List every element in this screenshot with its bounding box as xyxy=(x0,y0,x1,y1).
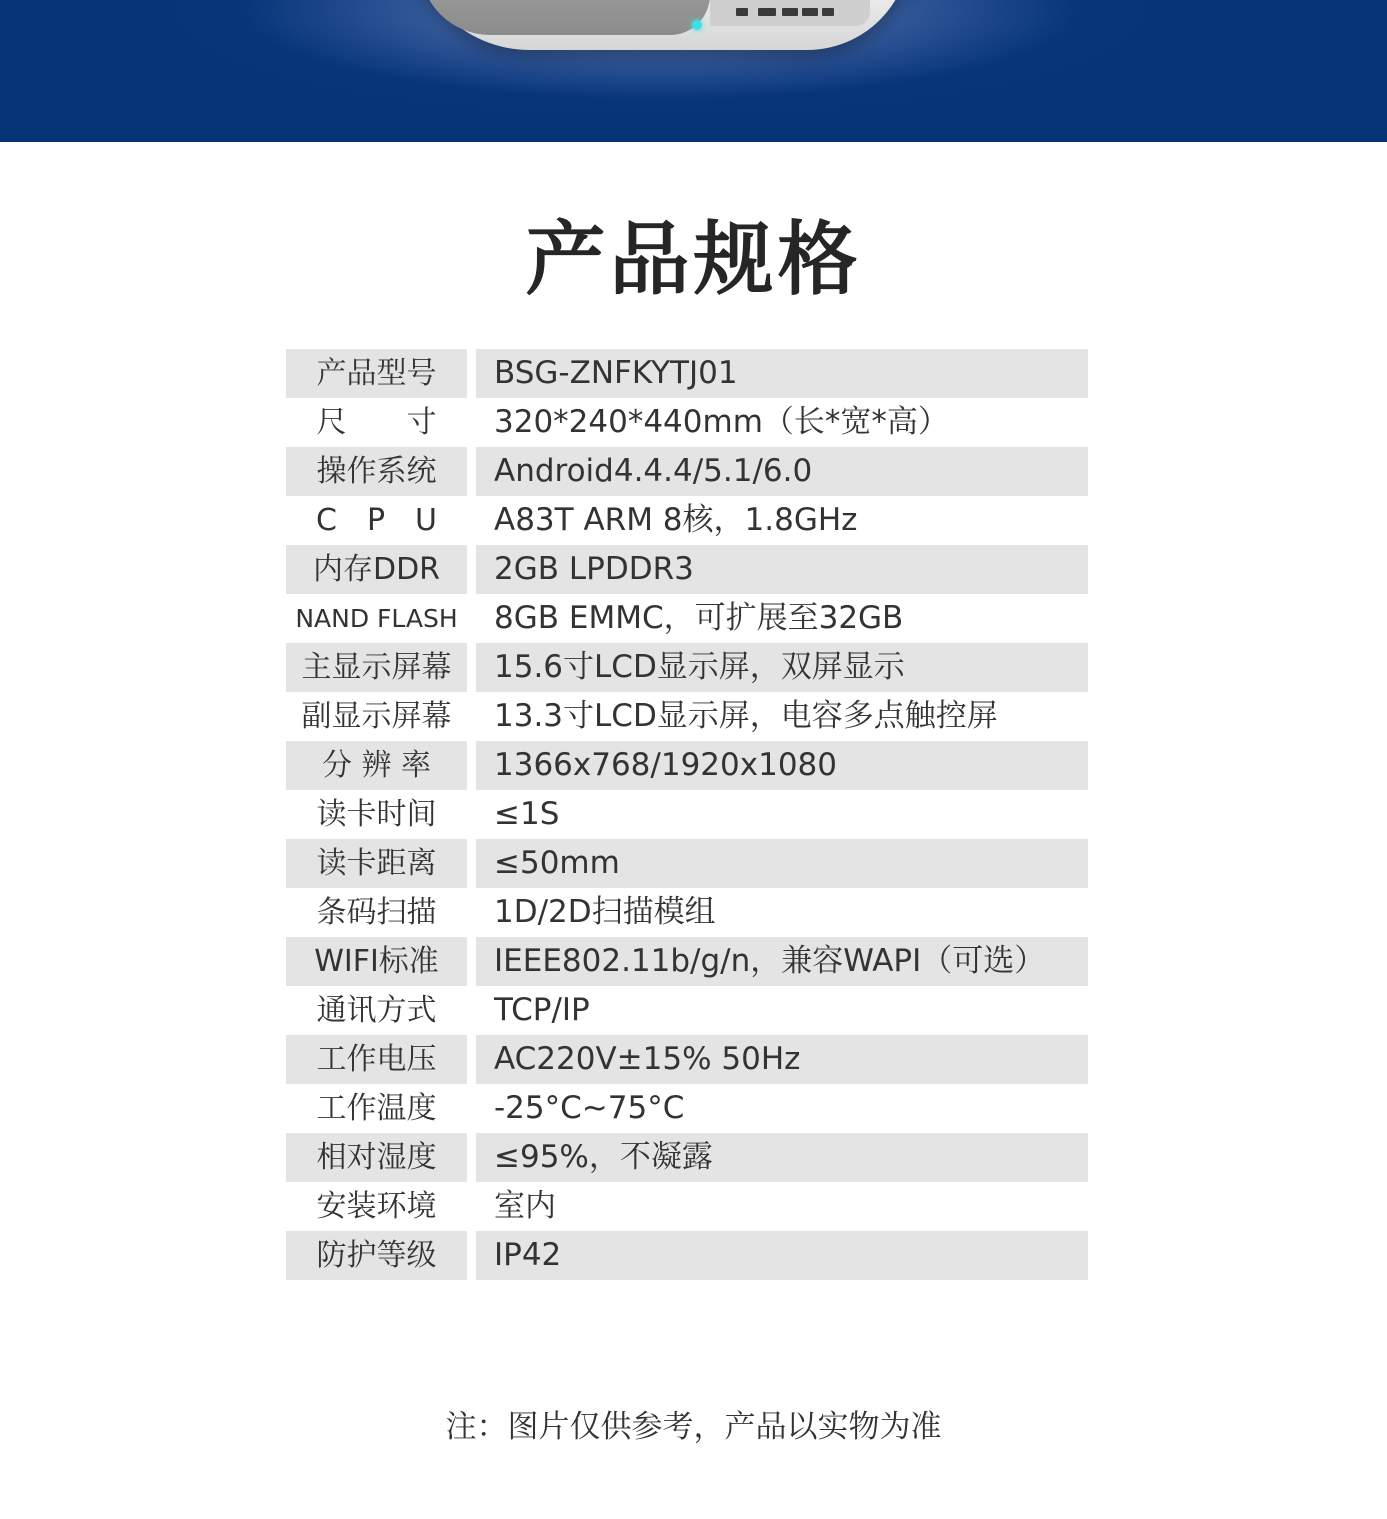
spec-value: ≤1S xyxy=(494,796,560,832)
spec-row xyxy=(286,594,1088,643)
spec-label: 内存DDR xyxy=(286,545,467,594)
product-device-image xyxy=(410,0,910,54)
spec-value: 15.6寸LCD显示屏，双屏显示 xyxy=(476,643,1088,692)
spec-value: 2GB LPDDR3 xyxy=(476,545,1088,594)
spec-table xyxy=(286,349,1088,1280)
device-port xyxy=(782,8,798,16)
spec-value: TCP/IP xyxy=(494,992,590,1028)
device-port xyxy=(802,8,818,16)
spec-label: 产品型号 xyxy=(286,349,467,398)
spec-label: C P U xyxy=(316,503,437,538)
page-title: 产品规格 xyxy=(525,213,862,306)
spec-label: 工作电压 xyxy=(286,1035,467,1084)
spec-label: 条码扫描 xyxy=(316,895,437,930)
spec-value: 1D/2D扫描模组 xyxy=(494,894,716,930)
device-port xyxy=(736,8,748,16)
spec-value: 1366x768/1920x1080 xyxy=(476,741,1088,790)
spec-label: 防护等级 xyxy=(286,1231,467,1280)
spec-label: 主显示屏幕 xyxy=(286,643,467,692)
spec-row xyxy=(286,1035,1088,1084)
spec-value: ≤95%，不凝露 xyxy=(476,1133,1088,1182)
spec-row xyxy=(286,398,1088,447)
spec-label: NAND FLASH xyxy=(295,604,458,633)
spec-value: ≤50mm xyxy=(476,839,1088,888)
spec-row xyxy=(286,1182,1088,1231)
spec-row xyxy=(286,447,1088,496)
spec-value: 13.3寸LCD显示屏，电容多点触控屏 xyxy=(494,698,998,734)
spec-label: 副显示屏幕 xyxy=(301,699,452,734)
spec-row xyxy=(286,545,1088,594)
spec-label: 安装环境 xyxy=(316,1189,437,1224)
spec-label: 相对湿度 xyxy=(286,1133,467,1182)
spec-label: 分 辨 率 xyxy=(286,741,467,790)
spec-label: 操作系统 xyxy=(286,447,467,496)
spec-value: A83T ARM 8核，1.8GHz xyxy=(494,502,858,538)
spec-row xyxy=(286,839,1088,888)
device-status-led xyxy=(692,20,702,30)
hero-banner xyxy=(0,0,1387,142)
spec-label: 读卡距离 xyxy=(286,839,467,888)
spec-label: 尺 寸 xyxy=(316,405,437,440)
spec-value: AC220V±15% 50Hz xyxy=(476,1035,1088,1084)
spec-row xyxy=(286,349,1088,398)
spec-value: IEEE802.11b/g/n，兼容WAPI（可选） xyxy=(476,937,1088,986)
device-port xyxy=(822,8,834,16)
spec-label: 读卡时间 xyxy=(316,797,437,832)
spec-value: Android4.4.4/5.1/6.0 xyxy=(476,447,1088,496)
spec-row xyxy=(286,986,1088,1035)
spec-row xyxy=(286,1231,1088,1280)
spec-value: 室内 xyxy=(494,1188,556,1224)
spec-row xyxy=(286,692,1088,741)
spec-row xyxy=(286,1084,1088,1133)
spec-row xyxy=(286,496,1088,545)
spec-row xyxy=(286,1133,1088,1182)
device-tray xyxy=(420,0,710,35)
spec-label: 工作温度 xyxy=(316,1091,437,1126)
spec-value: 320*240*440mm（长*宽*高） xyxy=(494,404,949,440)
device-port xyxy=(758,8,776,16)
disclaimer-note: 注：图片仅供参考，产品以实物为准 xyxy=(445,1409,942,1445)
spec-value: -25°C~75°C xyxy=(494,1090,685,1126)
spec-label: 通讯方式 xyxy=(316,993,437,1028)
spec-row xyxy=(286,643,1088,692)
spec-value: IP42 xyxy=(476,1231,1088,1280)
spec-value: 8GB EMMC，可扩展至32GB xyxy=(494,600,904,636)
spec-value: BSG-ZNFKYTJ01 xyxy=(476,349,1088,398)
spec-row xyxy=(286,888,1088,937)
spec-label: WIFI标准 xyxy=(286,937,467,986)
spec-row xyxy=(286,937,1088,986)
spec-row xyxy=(286,790,1088,839)
spec-row xyxy=(286,741,1088,790)
